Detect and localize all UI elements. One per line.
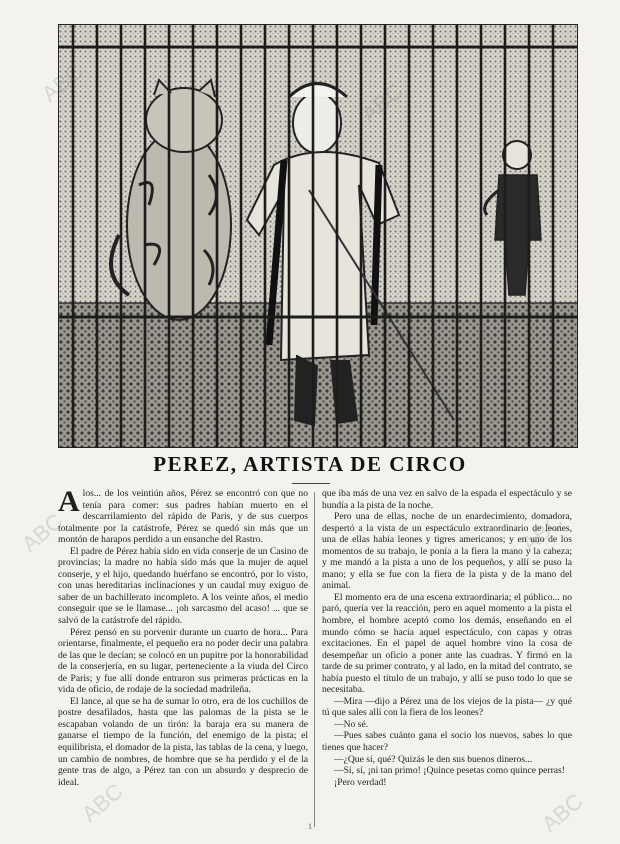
paragraph: —¿Que sí, qué? Quizás le den sus buenos dineros... (334, 753, 533, 765)
watermark: ABC (516, 508, 568, 557)
watermark: ABC (36, 58, 88, 107)
paragraph: —No sé. (334, 718, 369, 730)
paragraph: ¡Pero verdad! (334, 776, 387, 788)
paragraph: que iba más de una vez en salvo de la espada el espectáculo y se hundía a la pista de la noche. (322, 488, 572, 511)
watermark: ABC (536, 788, 588, 837)
watermark: ABC (76, 778, 128, 827)
paragraph: Alos... de los veintiún años, Pérez se encontró con que no tenía para comer: sus padres habían muerto en el descarrilamiento del rápido de Paris, y de sus cuerpos totalmente por la catástrofe, Pérez se quedó sin más que un montón de harapos perdido a un ensanche del Rastro. (58, 488, 308, 546)
watermark: ABC (16, 508, 68, 557)
title-rule (292, 483, 330, 484)
paragraph: Pero una de ellas, noche de un enardecimiento, domadora, despertó a la vista de un espectáculo extraordinario de leones, una de ellas había leones y tigres americanos; y en uno de los momentos de su trabajo, le ponía a la fiera la mano y la cabeza; y me mandó a la pista a uno de los pequeños, y allí se puso la mano; y ella se fue con la fiera de la pista y de la mano del animal. (322, 511, 572, 592)
drop-cap: A (58, 488, 80, 518)
watermark: ABC (356, 78, 408, 127)
column-divider (314, 492, 315, 827)
article-body (58, 488, 572, 833)
cage-bars (73, 25, 553, 447)
paragraph: —Sí, sí, ¡ni tan primo! ¡Quince pesetas como quince perras! (334, 765, 565, 777)
paragraph: El momento era de una escena extraordinaria; el público... no paró, quería ver la reacción, pero en aquel momento a la pista el hombre, el hombre aceptó como los demás, enseñando en el mundo cómo se hacía aquel espectáculo, con capas y otras excitaciones. En el papel de aquel hombre vino la cosa de desempeñar un oficio a poner ante las cuadras. Y firmó en la tarde de su primer contrato, y al lado, en la mitad del contrato, se había puesto el título de un trabajo, y allí se puso todo lo que se necesitaba. (322, 591, 572, 696)
article-title: PEREZ, ARTISTA DE CIRCO (153, 452, 467, 476)
article-column-left (58, 488, 308, 833)
page-number: 1 (308, 822, 312, 831)
paragraph: Pérez pensó en su porvenir durante un cuarto de hora... Para orientarse, finalmente, el pequeño era no poder decir una palabra de las que le decían; se colocó en un pupitre por la honorabilidad de la conserjería, en su lugar, perteneciente a la viuda del Circo de Paris; y fue allí donde entraron sus primeras prácticas en la vida de oficio, de rodaje de la sociedad madrileña. (58, 626, 308, 696)
paragraph: El lance, al que se ha de sumar lo otro, era de los cuchillos de postre desafilados, hasta que las palomas de la pista se le escapaban volando de un tirón: la baraja era su manera de ganarse el tiempo de la función, del enemigo de la pista; el equilibrista, el domador de la pista, las tablas de la cena, y luego, un cambio de nombres, de hombre que se ha perdido y el de la gente tras de algo, a Pérez tan con un absurdo y desprecio de ideal. (58, 695, 308, 788)
paragraph: —Pues sabes cuánto gana el socio los nuevos, sabes lo que tienes que hacer? (322, 730, 572, 754)
paragraph: El padre de Pérez había sido en vida conserje de un Casino de provincias; la madre no había sido más que la mujer de aquel conserje, y el hijo, quedando huérfano se encontró, por lo visto, con unas hereditarias inclinaciones y un caudal muy exiguo de saber de un bachillerato incompleto. A los veinte años, el medio conseguir que se le llamase... ¡oh sarcasmo del acaso! ... que se salvó de la catástrofe del rápido. (58, 545, 308, 627)
paragraph: —Mira —dijo a Pérez una de los viejos de la pista— ¿y qué tú que sales allí con la fiera de los leones? (322, 695, 572, 719)
article-column-right (322, 488, 572, 833)
cage-drawing (59, 25, 577, 447)
circus-cage-illustration (58, 24, 578, 448)
